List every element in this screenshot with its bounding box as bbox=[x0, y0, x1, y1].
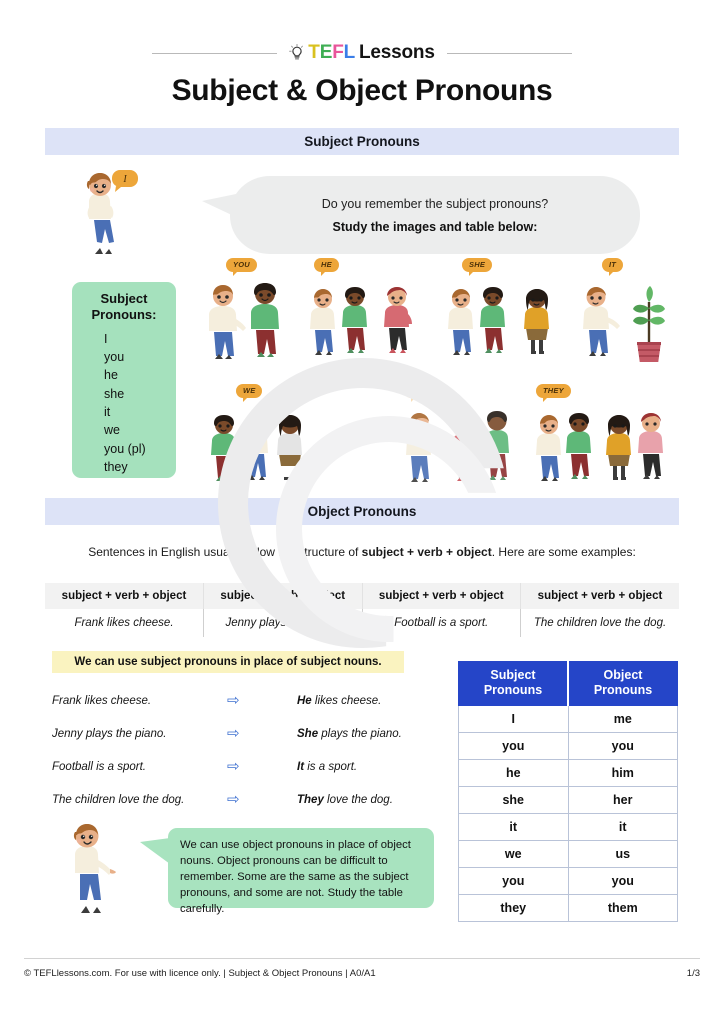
pronoun-highlight: He bbox=[297, 694, 312, 707]
footer-divider bbox=[24, 958, 700, 959]
sentence-with-pronoun bbox=[297, 794, 393, 806]
brand-letter-e: E bbox=[319, 42, 333, 63]
table-row-headers bbox=[45, 583, 679, 609]
subject-pronoun-list bbox=[72, 330, 176, 477]
sentence-with-pronoun bbox=[297, 761, 357, 773]
example-sentence: Frank likes cheese. bbox=[74, 617, 174, 629]
section-header-object-pronouns: Object Pronouns bbox=[45, 498, 679, 525]
subject-pronouns-list-box bbox=[72, 282, 176, 478]
svg-text:I: I bbox=[123, 174, 127, 185]
structure-description bbox=[45, 545, 679, 559]
list-item: I bbox=[104, 331, 108, 346]
illustration-he bbox=[300, 258, 436, 362]
subject-pronoun-cell: it bbox=[459, 814, 569, 841]
pronoun-label-she: SHE bbox=[462, 258, 492, 272]
brand-letter-f: F bbox=[332, 42, 344, 63]
table-row bbox=[459, 814, 678, 841]
brand-letter-l: L bbox=[343, 42, 355, 63]
column-header-subject-pronouns: Subject Pronouns bbox=[459, 662, 569, 706]
brand-header bbox=[0, 40, 724, 66]
section-header-subject-pronouns: Subject Pronouns bbox=[45, 128, 679, 155]
transformation-row bbox=[52, 783, 442, 816]
right-arrow-icon: ⇨ bbox=[227, 758, 240, 775]
right-arrow-icon: ⇨ bbox=[227, 791, 240, 808]
list-item: she bbox=[104, 386, 125, 401]
list-item: it bbox=[104, 405, 111, 419]
sentence-with-noun: Frank likes cheese. bbox=[52, 694, 152, 707]
subject-pronoun-cell: he bbox=[459, 760, 569, 787]
pronoun-label-you-plural: YOU bbox=[404, 384, 435, 398]
pronoun-label-it: IT bbox=[602, 258, 623, 272]
table-row bbox=[459, 787, 678, 814]
figures-you-plural bbox=[350, 388, 518, 488]
illustration-you bbox=[196, 258, 300, 362]
subject-pronoun-cell: they bbox=[459, 895, 569, 922]
examples-table bbox=[45, 583, 679, 637]
object-pronoun-cell: him bbox=[568, 760, 678, 787]
intro-question: Do you remember the subject pronouns? bbox=[321, 196, 549, 211]
brand-letter-t: T bbox=[308, 42, 320, 63]
table-row bbox=[459, 760, 678, 787]
table-row bbox=[459, 706, 678, 733]
brand-logo bbox=[277, 42, 446, 64]
pronoun-highlight: They bbox=[297, 793, 324, 806]
pronoun-label-he: HE bbox=[314, 258, 339, 272]
pronoun-label-you: YOU bbox=[226, 258, 257, 272]
bubble-tail bbox=[202, 194, 236, 217]
transformation-row bbox=[52, 684, 442, 717]
pronoun-label-we: WE bbox=[236, 384, 262, 398]
structure-pre: Sentences in English usually follow the structure of bbox=[88, 545, 362, 559]
object-pronoun-cell: you bbox=[568, 733, 678, 760]
sentence-with-pronoun bbox=[297, 695, 381, 707]
object-pronoun-cell: them bbox=[568, 895, 678, 922]
illustration-row-bottom bbox=[196, 384, 678, 488]
figures-it bbox=[575, 262, 675, 362]
right-arrow-icon: ⇨ bbox=[227, 725, 240, 742]
subject-pronoun-cell: I bbox=[459, 706, 569, 733]
lightbulb-icon bbox=[289, 44, 305, 62]
column-header: subject + verb + object bbox=[204, 583, 363, 609]
green-box-title: Subject Pronouns: bbox=[91, 291, 157, 323]
sentence-with-noun: Jenny plays the piano. bbox=[52, 727, 167, 740]
right-arrow-icon: ⇨ bbox=[227, 692, 240, 709]
table-row bbox=[459, 733, 678, 760]
object-pronoun-cell: me bbox=[568, 706, 678, 733]
footer-copyright: © TEFLlessons.com. For use with licence only. | Subject & Object Pronouns | A0/A1 bbox=[24, 968, 376, 979]
structure-bold: subject + verb + object bbox=[361, 545, 492, 559]
object-pronoun-cell: you bbox=[568, 868, 678, 895]
table-row-headers bbox=[459, 662, 678, 706]
transformation-row bbox=[52, 750, 442, 783]
structure-post: . Here are some examples: bbox=[491, 545, 636, 559]
table-row bbox=[459, 841, 678, 868]
page-number: 1/3 bbox=[686, 968, 700, 979]
object-pronoun-cell: it bbox=[568, 814, 678, 841]
illustration-it bbox=[572, 258, 678, 362]
figures-you bbox=[200, 262, 296, 362]
subject-pronoun-cell: we bbox=[459, 841, 569, 868]
sentence-remainder: is a sport. bbox=[304, 760, 358, 773]
boy-character-illustration bbox=[78, 168, 142, 260]
table-row bbox=[45, 609, 679, 637]
table-row bbox=[459, 895, 678, 922]
brand-suffix: Lessons bbox=[359, 42, 435, 63]
page-title: Subject & Object Pronouns bbox=[171, 74, 553, 107]
example-sentence: Football is a sport. bbox=[362, 609, 521, 637]
column-header: subject + verb + object bbox=[362, 583, 521, 609]
illustration-she bbox=[436, 258, 572, 362]
object-pronouns-info-bubble bbox=[168, 828, 434, 916]
pronoun-label-they: THEY bbox=[536, 384, 571, 398]
subject-pronoun-callout: We can use subject pronouns in place of subject nouns. bbox=[52, 651, 404, 673]
bubble-tail bbox=[140, 838, 170, 864]
example-sentence: Jenny plays the piano. bbox=[204, 609, 363, 637]
table-row bbox=[459, 868, 678, 895]
illustration-we bbox=[196, 384, 346, 488]
list-item: you (pl) bbox=[104, 441, 146, 456]
object-pronouns-info-text: We can use object pronouns in place of object nouns. Object pronouns can be difficult to remember. Some are the same as the subject pronouns, and some are not. Study the table carefully. bbox=[180, 839, 411, 916]
illustration-they bbox=[522, 384, 678, 488]
brand-rule-right bbox=[447, 53, 572, 54]
list-item: you bbox=[104, 349, 125, 364]
subject-pronoun-cell: you bbox=[459, 733, 569, 760]
column-header: subject + verb + object bbox=[521, 583, 680, 609]
boy-character-pointing-illustration bbox=[66, 820, 124, 920]
list-item: we bbox=[104, 423, 120, 438]
list-item: he bbox=[104, 368, 118, 383]
intro-speech-bubble bbox=[230, 176, 640, 254]
illustration-you-plural bbox=[346, 384, 522, 488]
transformation-row bbox=[52, 717, 442, 750]
sentence-with-noun: Football is a sport. bbox=[52, 760, 146, 773]
intro-instruction: Study the images and table below: bbox=[332, 219, 538, 234]
sentence-remainder: likes cheese. bbox=[311, 694, 382, 707]
sentence-with-noun: The children love the dog. bbox=[52, 793, 185, 806]
column-header: subject + verb + object bbox=[45, 583, 204, 609]
page-footer bbox=[24, 968, 700, 979]
subject-pronoun-cell: you bbox=[459, 868, 569, 895]
figures-she bbox=[440, 262, 568, 362]
list-item: they bbox=[104, 460, 128, 475]
illustration-row-top bbox=[196, 258, 678, 362]
subject-pronoun-cell: she bbox=[459, 787, 569, 814]
brand-rule-left bbox=[152, 53, 277, 54]
example-sentence: The children love the dog. bbox=[521, 609, 680, 637]
column-header-object-pronouns: Object Pronouns bbox=[568, 662, 678, 706]
figures-he bbox=[304, 262, 432, 362]
pronoun-highlight: It bbox=[297, 760, 305, 773]
figures-they bbox=[526, 388, 674, 488]
object-pronoun-cell: her bbox=[568, 787, 678, 814]
figures-we bbox=[201, 388, 341, 488]
sentence-remainder: love the dog. bbox=[323, 793, 393, 806]
pronoun-comparison-table bbox=[458, 661, 678, 922]
pronoun-highlight: She bbox=[297, 727, 319, 740]
sentence-remainder: plays the piano. bbox=[318, 727, 402, 740]
object-pronoun-cell: us bbox=[568, 841, 678, 868]
sentence-with-pronoun bbox=[297, 728, 402, 740]
transformation-list bbox=[52, 684, 442, 816]
